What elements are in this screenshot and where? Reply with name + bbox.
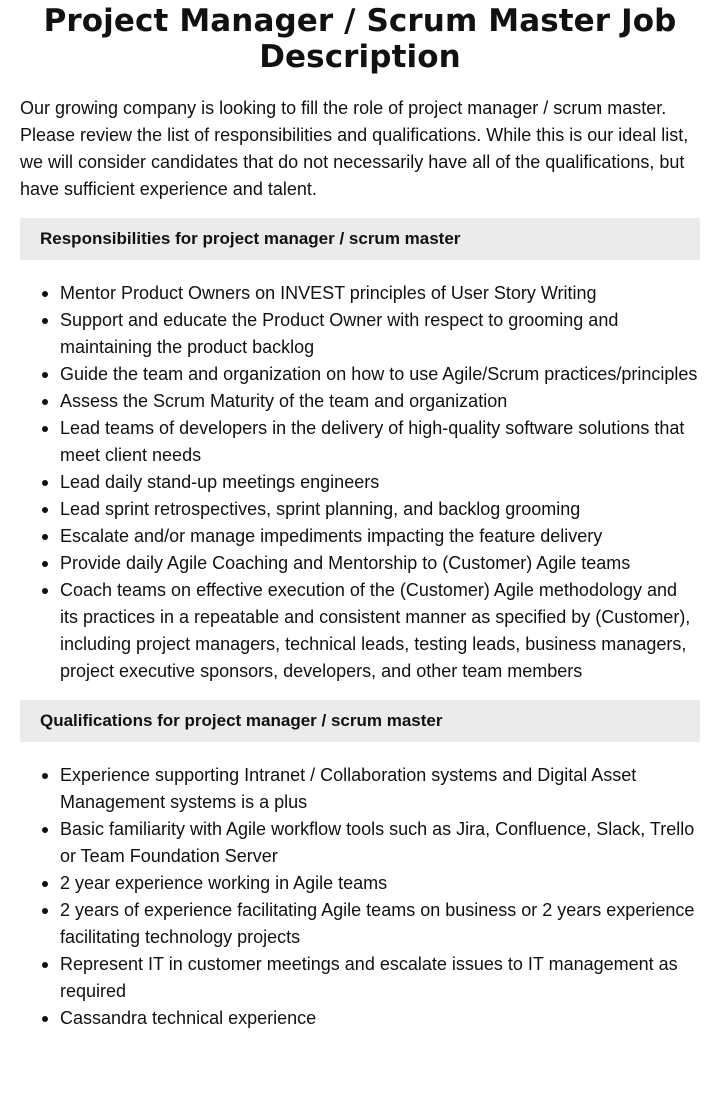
list-item: Basic familiarity with Agile workflow tools such as Jira, Confluence, Slack, Trello or Team Foundation Server xyxy=(60,816,700,870)
list-item: Provide daily Agile Coaching and Mentorship to (Customer) Agile teams xyxy=(60,550,700,577)
list-item: Represent IT in customer meetings and escalate issues to IT management as required xyxy=(60,951,700,1005)
list-item: Experience supporting Intranet / Collaboration systems and Digital Asset Management systems is a plus xyxy=(60,762,700,816)
intro-paragraph: Our growing company is looking to fill the role of project manager / scrum master. Please review the list of responsibilities and qualifications. While this is our ideal list, we will consider candidates that do not necessarily have all of the qualifications, but have sufficient experience and talent. xyxy=(20,98,689,199)
list-item: Escalate and/or manage impediments impacting the feature delivery xyxy=(60,523,700,550)
list-item: Cassandra technical experience xyxy=(60,1005,700,1032)
list-item: Mentor Product Owners on INVEST principles of User Story Writing xyxy=(60,280,700,307)
list-item: Coach teams on effective execution of the (Customer) Agile methodology and its practices in a repeatable and consistent manner as specified by (Customer), including project managers, technical leads, testing leads, business managers, project executive sponsors, developers, and other team members xyxy=(60,577,700,685)
list-item: Lead teams of developers in the delivery of high-quality software solutions that meet client needs xyxy=(60,415,700,469)
responsibilities-section-header xyxy=(20,218,700,260)
list-item: Support and educate the Product Owner with respect to grooming and maintaining the product backlog xyxy=(60,307,700,361)
qualifications-heading: Qualifications for project manager / scrum master xyxy=(40,711,443,730)
page-title: Project Manager / Scrum Master Job Description xyxy=(43,3,677,75)
list-item: Lead daily stand-up meetings engineers xyxy=(60,469,700,496)
qualifications-list xyxy=(20,762,700,1032)
list-item: 2 years of experience facilitating Agile teams on business or 2 years experience facilitating technology projects xyxy=(60,897,700,951)
qualifications-section-header xyxy=(20,700,700,742)
responsibilities-list xyxy=(20,280,700,685)
list-item: Assess the Scrum Maturity of the team and organization xyxy=(60,388,700,415)
responsibilities-heading: Responsibilities for project manager / scrum master xyxy=(40,229,461,248)
list-item: 2 year experience working in Agile teams xyxy=(60,870,700,897)
list-item: Lead sprint retrospectives, sprint planning, and backlog grooming xyxy=(60,496,700,523)
list-item: Guide the team and organization on how to use Agile/Scrum practices/principles xyxy=(60,361,700,388)
